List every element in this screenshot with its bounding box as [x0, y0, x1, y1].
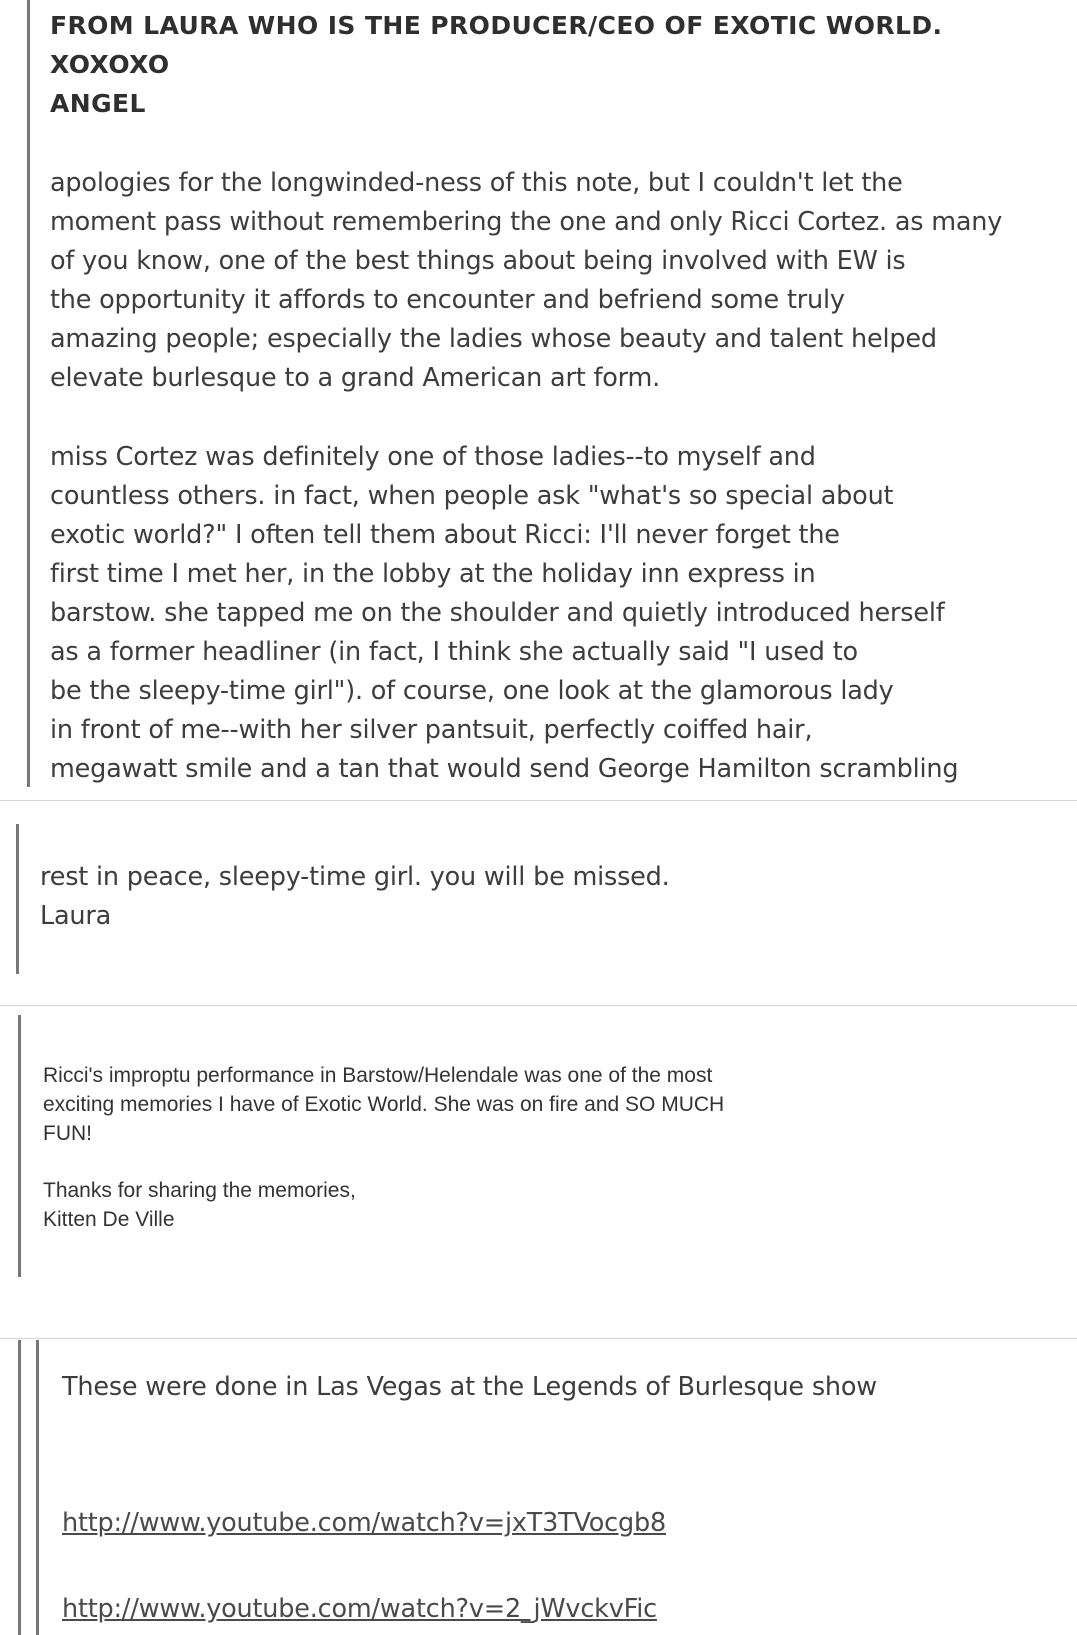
paragraph2-line: miss Cortez was definitely one of those ladies--to myself and	[50, 442, 816, 472]
paragraph2-line: in front of me--with her silver pantsuit, perfectly coiffed hair,	[50, 715, 813, 745]
comment-line: exciting memories I have of Exotic World. She was on fire and SO MUCH	[43, 1093, 725, 1116]
clipping-laura-farewell	[0, 812, 1077, 992]
paragraph1-line: of you know, one of the best things about being involved with EW is	[50, 246, 906, 276]
clipping-kitten-comment	[0, 1010, 1077, 1270]
header-line-from: FROM LAURA WHO IS THE PRODUCER/CEO OF EXOTIC WORLD.	[50, 11, 943, 40]
header-line-xoxoxo: XOXOXO	[50, 50, 170, 79]
paragraph2-line: megawatt smile and a tan that would send George Hamilton scrambling	[50, 754, 959, 784]
comment-line: Thanks for sharing the memories,	[43, 1179, 356, 1202]
paragraph1-line: the opportunity it affords to encounter and befriend some truly	[50, 285, 845, 315]
paragraph2-line: as a former headliner (in fact, I think she actually said "I used to	[50, 637, 858, 667]
clip-edge	[0, 800, 1077, 801]
clipping-video-links	[0, 1340, 1077, 1635]
header-line-angel: ANGEL	[50, 89, 146, 118]
signature-kitten: Kitten De Ville	[43, 1208, 175, 1231]
clip-edge	[0, 1338, 1077, 1339]
youtube-link-1[interactable]: http://www.youtube.com/watch?v=jxT3TVocgb8	[62, 1508, 666, 1538]
youtube-link-2[interactable]: http://www.youtube.com/watch?v=2_jWvckvFic	[62, 1594, 657, 1624]
paragraph1-line: amazing people; especially the ladies whose beauty and talent helped	[50, 324, 937, 354]
clip-edge	[0, 1005, 1077, 1006]
paragraph2-line: first time I met her, in the lobby at the holiday inn express in	[50, 559, 816, 589]
paragraph2-line: countless others. in fact, when people ask "what's so special about	[50, 481, 894, 511]
quote-bar	[27, 0, 30, 787]
comment-line: FUN!	[43, 1122, 92, 1145]
quote-bar-outer	[18, 1340, 21, 1635]
paragraph2-line: be the sleepy-time girl"). of course, one look at the glamorous lady	[50, 676, 894, 706]
paragraph1-line: moment pass without remembering the one and only Ricci Cortez. as many	[50, 207, 1003, 237]
signature-laura: Laura	[40, 901, 112, 931]
paragraph1-line: elevate burlesque to a grand American art form.	[50, 363, 661, 393]
clipping-laura-note	[0, 0, 1077, 790]
video-note: These were done in Las Vegas at the Legends of Burlesque show	[62, 1372, 877, 1402]
comment-line: Ricci's improptu performance in Barstow/Helendale was one of the most	[43, 1064, 713, 1087]
quote-bar	[18, 1015, 21, 1277]
quote-bar-inner	[36, 1340, 39, 1635]
paragraph2-line: exotic world?" I often tell them about Ricci: I'll never forget the	[50, 520, 840, 550]
paragraph2-line: barstow. she tapped me on the shoulder and quietly introduced herself	[50, 598, 945, 628]
farewell-line: rest in peace, sleepy-time girl. you will be missed.	[40, 862, 670, 892]
paragraph1-line: apologies for the longwinded-ness of this note, but I couldn't let the	[50, 168, 903, 198]
quote-bar	[16, 824, 19, 974]
